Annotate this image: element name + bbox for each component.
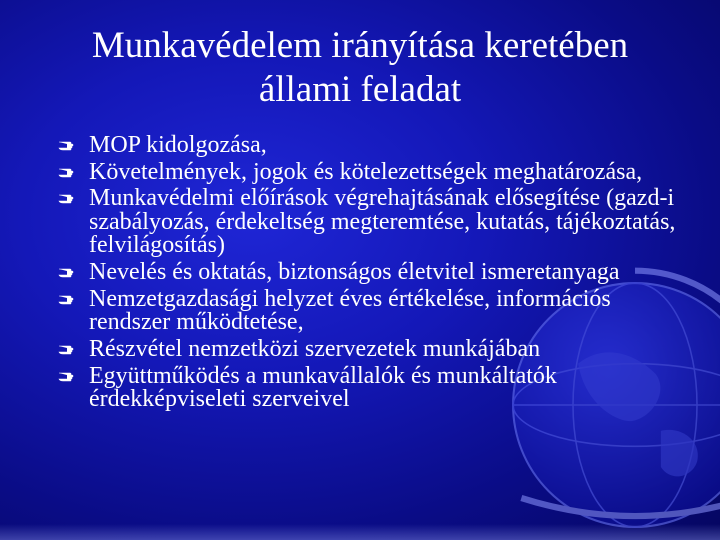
pointing-hand-icon	[58, 368, 78, 384]
list-item-text: Együttműködés a munkavállalók és munkáltatók érdekképviseleti szerveivel	[89, 362, 557, 413]
list-item	[58, 362, 698, 413]
pointing-hand-icon	[58, 264, 78, 280]
pointing-hand-icon	[58, 341, 78, 357]
bottom-bar	[0, 524, 720, 540]
title-line-1: Munkavédelem irányítása keretében	[91, 25, 629, 66]
list-item	[58, 285, 698, 336]
list-item-text: Nemzetgazdasági helyzet éves értékelése, információs rendszer működtetése,	[89, 285, 611, 336]
list-item-text: MOP kidolgozása,	[89, 132, 267, 158]
pointing-hand-icon	[58, 190, 78, 206]
pointing-hand-icon	[58, 164, 78, 180]
title-line-2: állami feladat	[258, 69, 462, 110]
slide-title	[0, 24, 720, 112]
list-item	[58, 187, 698, 258]
list-item	[58, 158, 698, 185]
list-item	[58, 134, 698, 158]
list-item	[58, 261, 698, 285]
pointing-hand-icon	[58, 137, 78, 153]
list-item-text: Nevelés és oktatás, biztonságos életvitel ismeretanyaga	[89, 259, 620, 286]
pointing-hand-icon	[58, 291, 78, 307]
list-item-text: Munkavédelmi előírások végrehajtásának elősegítése (gazd-i szabályozás, érdekeltség megteremtése, kutatás, tájékoztatás, felvilágosítás)	[89, 185, 676, 259]
list-item	[58, 335, 698, 362]
list-item-text: Követelmények, jogok és kötelezettségek meghatározása,	[89, 158, 643, 185]
bullet-list	[58, 134, 698, 415]
list-item-text: Részvétel nemzetközi szervezetek munkájában	[89, 335, 541, 362]
